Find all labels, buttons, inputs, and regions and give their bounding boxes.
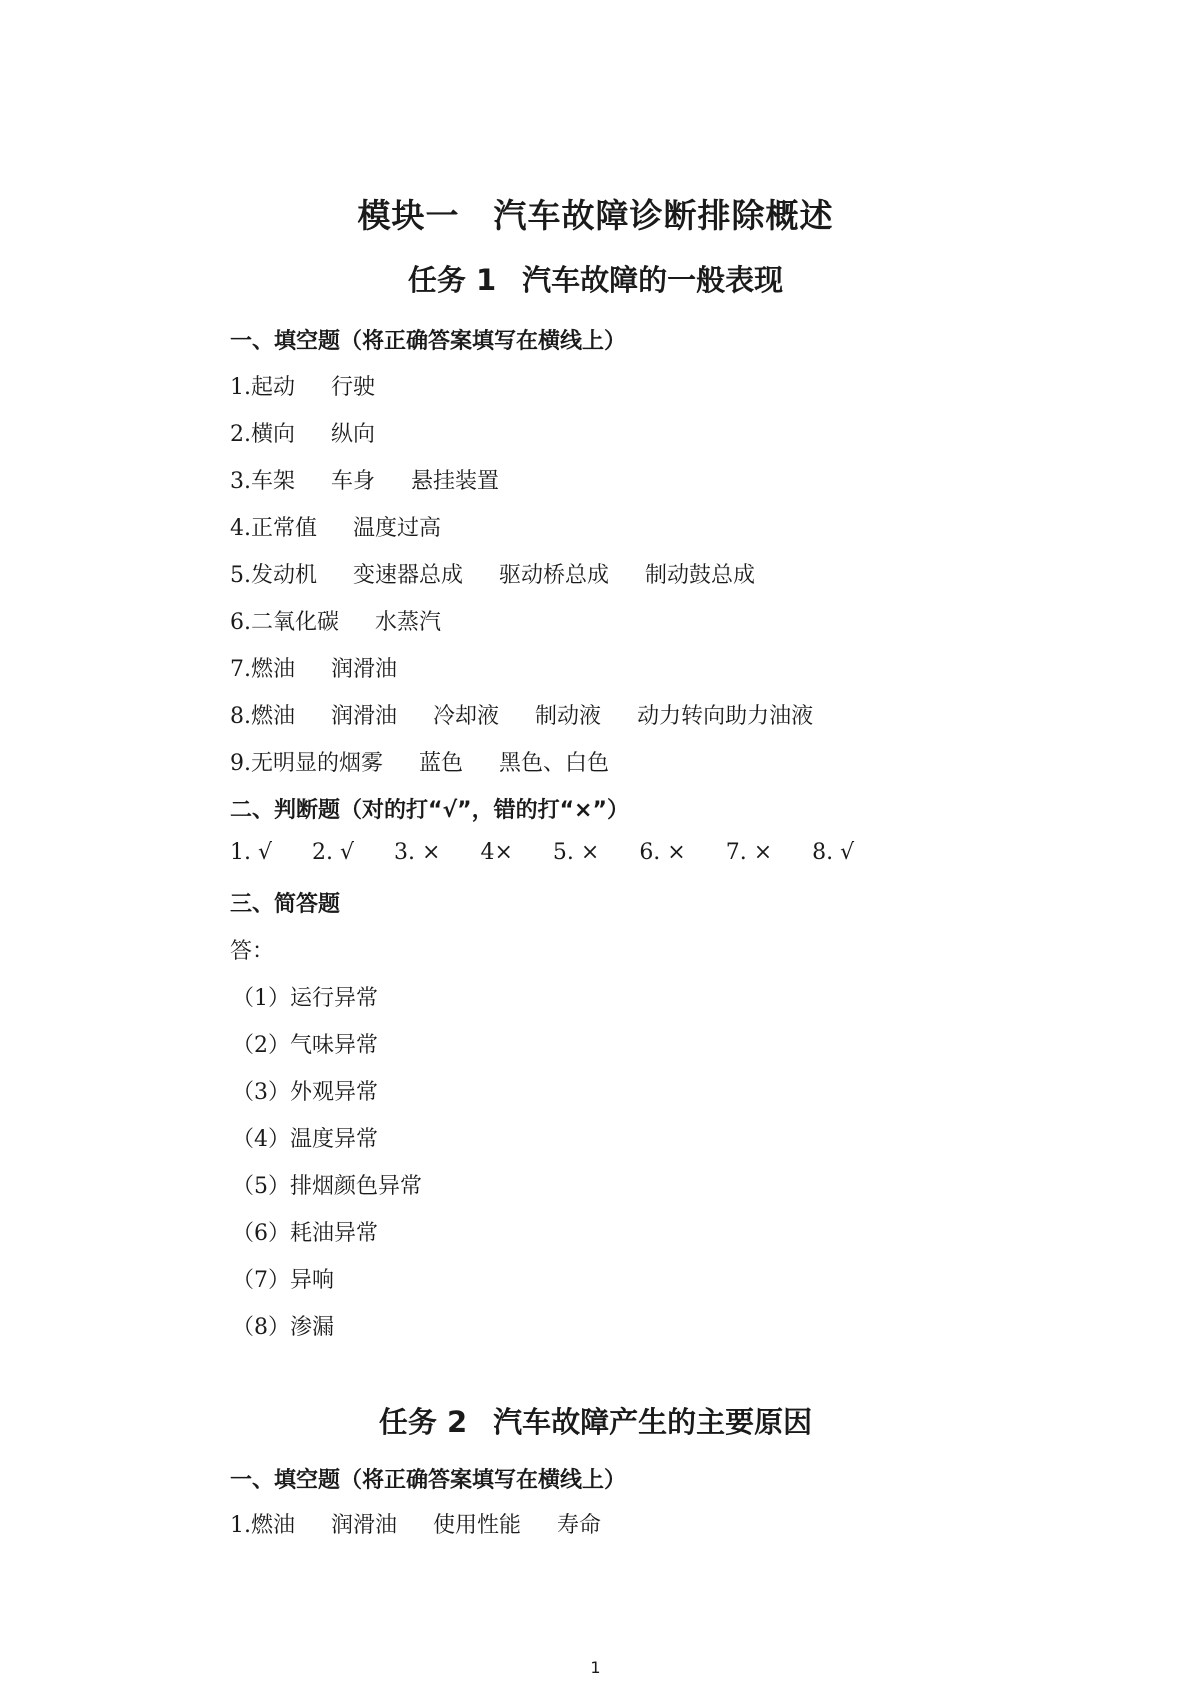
answer-label: 答：: [230, 939, 275, 964]
task1-fill-answer-1: 1.起动 行驶: [230, 375, 376, 400]
short-answer-6: （6）耗油异常: [232, 1221, 378, 1246]
short-answer-1: （1）运行异常: [232, 986, 378, 1011]
task1-fill-answer-4: 4.正常值 温度过高: [230, 516, 442, 541]
module-title: 模块一 汽车故障诊断排除概述: [357, 196, 834, 235]
short-answer-2: （2）气味异常: [232, 1033, 378, 1058]
task1-title: [0, 258, 1191, 299]
task2-title: [0, 1400, 1191, 1441]
task1-fill-answer-6: 6.二氧化碳 水蒸汽: [230, 610, 442, 635]
task1-fill-answer-9: 9.无明显的烟雾 蓝色 黑色、白色: [230, 751, 610, 776]
task1-fill-answer-3: 3.车架 车身 悬挂装置: [230, 469, 500, 494]
task1-true-false-answers: 1. √ 2. √ 3. × 4× 5. × 6. × 7. × 8. √: [230, 840, 855, 865]
task1-section1-heading: 一、填空题（将正确答案填写在横线上）: [230, 329, 627, 354]
task2-fill-answer-1: 1.燃油 润滑油 使用性能 寿命: [230, 1513, 602, 1538]
short-answer-5: （5）排烟颜色异常: [232, 1174, 422, 1199]
short-answer-8: （8）渗漏: [232, 1315, 334, 1340]
short-answer-3: （3）外观异常: [232, 1080, 378, 1105]
short-answer-4: （4）温度异常: [232, 1127, 378, 1152]
task1-section3-heading: 三、简答题: [230, 892, 341, 917]
task1-fill-answer-5: 5.发动机 变速器总成 驱动桥总成 制动鼓总成: [230, 563, 756, 588]
task1-section2-heading: 二、判断题（对的打“√”，错的打“×”）: [230, 798, 629, 823]
short-answer-7: （7）异响: [232, 1268, 334, 1293]
task1-fill-answer-8: 8.燃油 润滑油 冷却液 制动液 动力转向助力油液: [230, 704, 814, 729]
task2-section1-heading: 一、填空题（将正确答案填写在横线上）: [230, 1468, 627, 1493]
task2-title-text: 汽车故障产生的主要原因: [493, 1405, 813, 1439]
task1-fill-answer-7: 7.燃油 润滑油: [230, 657, 398, 682]
page-number: 1: [590, 1658, 601, 1677]
task1-title-text: 汽车故障的一般表现: [522, 263, 784, 297]
task1-label: 任务 1: [407, 263, 497, 297]
task1-fill-answer-2: 2.横向 纵向: [230, 422, 376, 447]
task2-label: 任务 2: [378, 1405, 468, 1439]
